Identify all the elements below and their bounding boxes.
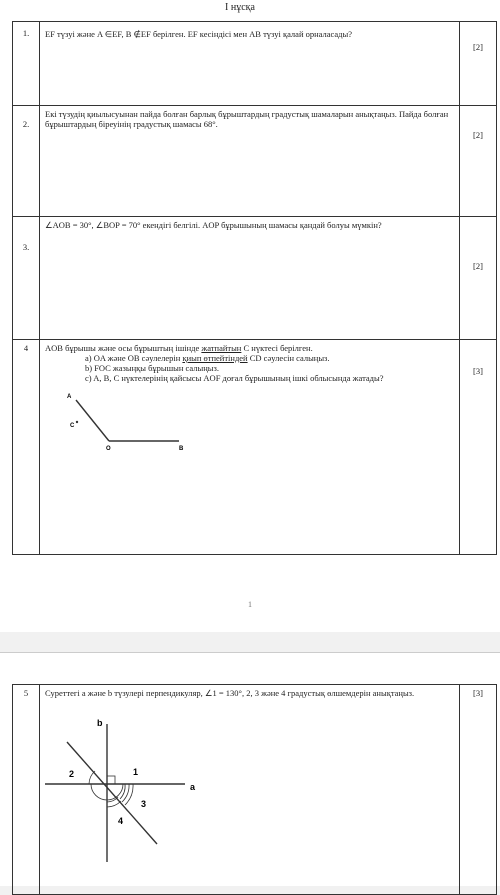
question-content — [40, 685, 460, 895]
angle-4-label: 4 — [118, 816, 124, 826]
variant-heading: І нұсқа — [225, 2, 255, 13]
subtask-a: а) OA және OB сәулелерін қиып өтпейтіндей CD сәулесін салыңыз. — [85, 353, 330, 363]
question-row-1 — [13, 22, 497, 106]
question-row-4 — [13, 340, 497, 555]
angle-3-label: 3 — [141, 799, 147, 809]
question-text: EF түзуі және A ∈EF, B ∉EF берілген. EF кесіндісі мен AB түзуі қалай орналасады? — [40, 22, 460, 106]
right-angle-mark — [107, 776, 115, 784]
label-a: A — [67, 394, 72, 400]
perpendicular-lines-figure — [45, 712, 215, 862]
subtask-c: c) A, B, C нүктелерінің қайсысы AOF доғал бұрышының ішкі облысында жатады? — [85, 373, 384, 383]
angle-aob-figure — [45, 387, 205, 462]
label-c: C — [70, 423, 75, 429]
label-b: B — [179, 446, 184, 452]
question-number: 1. — [13, 22, 40, 106]
question-row-3 — [13, 217, 497, 340]
page-number: 1 — [248, 600, 252, 609]
question-number: 4 — [13, 340, 40, 555]
question-content — [40, 340, 460, 555]
question-points: [3] — [460, 685, 497, 895]
angle-2-label: 2 — [69, 769, 75, 779]
question-number: 3. — [13, 217, 40, 340]
transversal-line — [67, 742, 157, 844]
questions-table-2 — [12, 684, 497, 895]
label-o: O — [106, 446, 111, 452]
subtask-b: b) FOC жазыңқы бұрышын салыңыз. — [85, 363, 219, 373]
page-2 — [0, 652, 500, 886]
question-points: [2] — [460, 106, 497, 217]
question-number: 2. — [13, 106, 40, 217]
question-points: [2] — [460, 217, 497, 340]
point-c — [76, 421, 78, 423]
question-points: [2] — [460, 22, 497, 106]
label-b: b — [97, 718, 103, 728]
question-row-2 — [13, 106, 497, 217]
question-text: Екі түзудің қиылысуынан пайда болған барлық бұрыштардың градустық шамаларын анықтаңыз. Пайда болған бұрыштардың біреуінің градустық шамасы 68°. — [40, 106, 460, 217]
question-text: Суреттегі a және b түзулері перпендикуляр, ∠1 = 130°, 2, 3 және 4 градустық өлшемдерін анықтаңыз. — [45, 688, 415, 698]
question-number: 5 — [13, 685, 40, 895]
question-text: ∠AOB = 30°, ∠BOP = 70° екендігі белгілі. AOP бұрышының шамасы қандай болуы мүмкін? — [40, 217, 460, 340]
question-row-5 — [13, 685, 497, 895]
question-points: [3] — [460, 340, 497, 555]
angle-1-label: 1 — [133, 767, 139, 777]
question-text: AOB бұрышы және осы бұрыштың ішінде жатпайтын C нүктесі берілген. — [45, 343, 313, 353]
questions-table-1 — [12, 21, 497, 555]
ray-oa — [76, 400, 109, 441]
label-a: a — [190, 782, 196, 792]
